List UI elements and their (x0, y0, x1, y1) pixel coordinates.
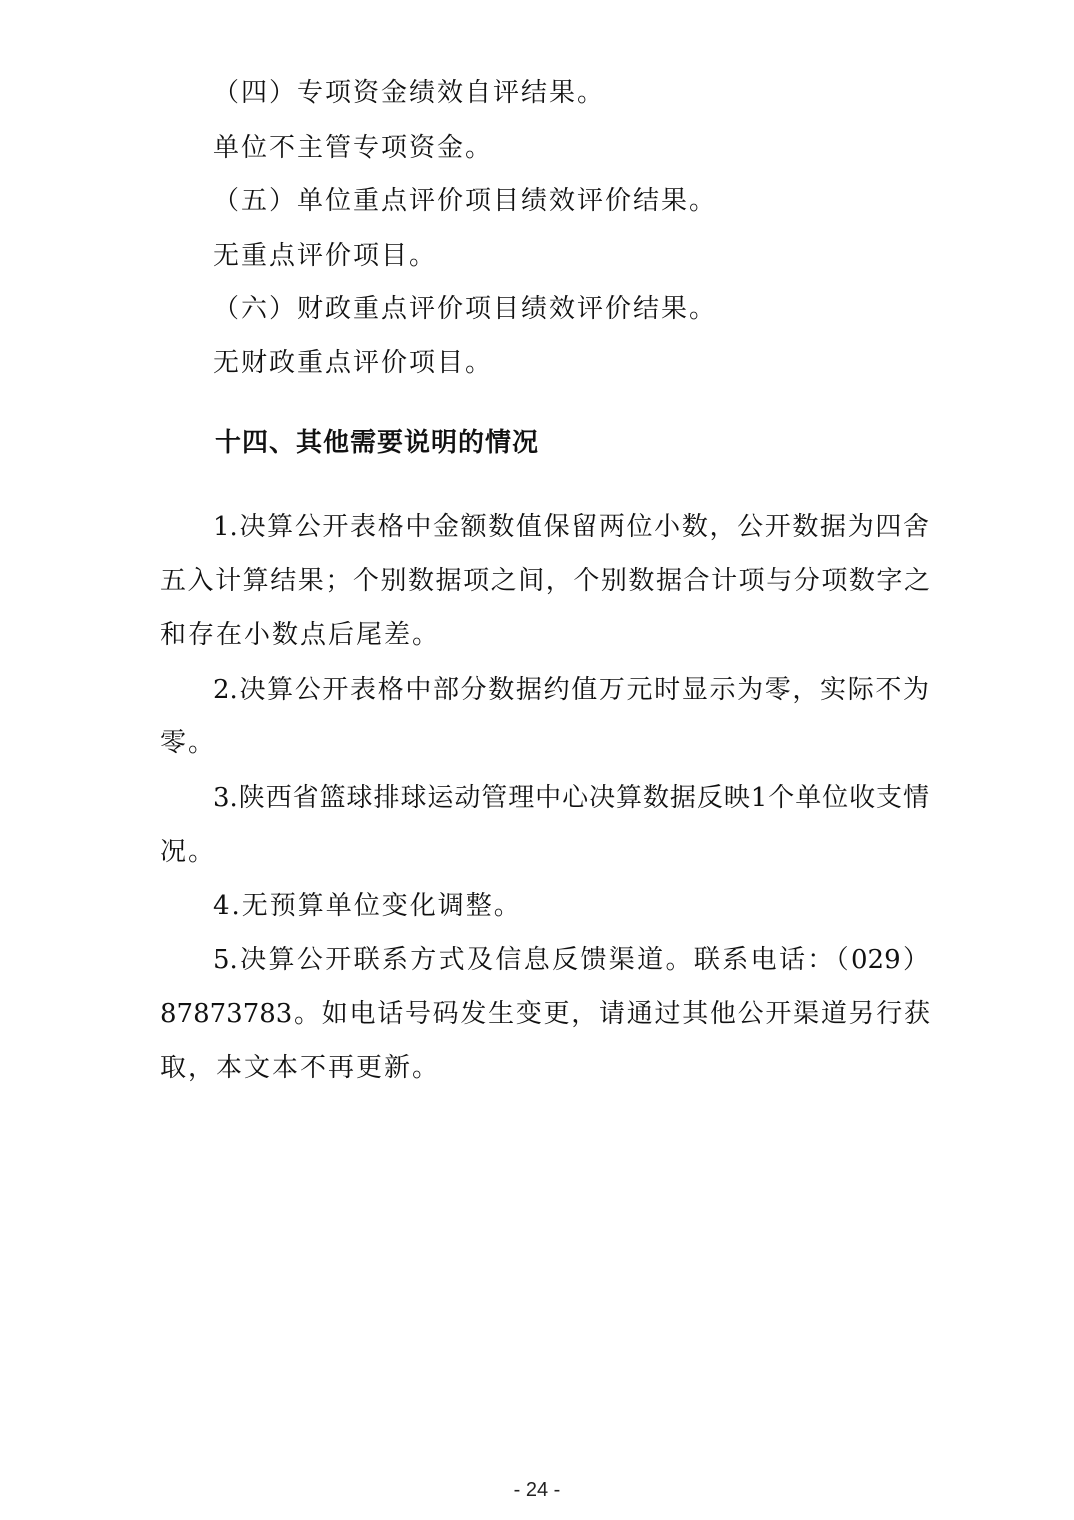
item-3-line-2: 况。 (160, 837, 217, 867)
page-number: - 24 - (513, 1479, 561, 1501)
item-5-line-3: 取，本文本不再更新。 (160, 1053, 441, 1083)
section-6-body: 无财政重点评价项目。 (213, 348, 494, 378)
item-2-line-2: 零。 (160, 728, 217, 758)
item-5-line-2: 87873783。如电话号码发生变更，请通过其他公开渠道另行获 (160, 999, 930, 1029)
item-5-line-1: 5.决算公开联系方式及信息反馈渠道。联系电话：（029） (213, 945, 929, 975)
section-6-title: （六）财政重点评价项目绩效评价结果。 (213, 294, 718, 324)
item-1-line-1: 1.决算公开表格中金额数值保留两位小数，公开数据为四舍 (213, 512, 929, 542)
item-3-line-1: 3.陕西省篮球排球运动管理中心决算数据反映1个单位收支情 (213, 783, 929, 813)
section-5-body: 无重点评价项目。 (213, 241, 438, 271)
section-4-title: （四）专项资金绩效自评结果。 (213, 78, 606, 108)
section-4-body: 单位不主管专项资金。 (213, 133, 494, 163)
item-1-line-3: 和存在小数点后尾差。 (160, 620, 441, 650)
item-2-line-1: 2.决算公开表格中部分数据约值万元时显示为零，实际不为 (213, 675, 929, 705)
section-5-title: （五）单位重点评价项目绩效评价结果。 (213, 186, 718, 216)
item-4-line-1: 4.无预算单位变化调整。 (213, 891, 522, 921)
item-1-line-2: 五入计算结果；个别数据项之间，个别数据合计项与分项数字之 (160, 566, 930, 596)
section-heading: 十四、其他需要说明的情况 (215, 428, 540, 458)
